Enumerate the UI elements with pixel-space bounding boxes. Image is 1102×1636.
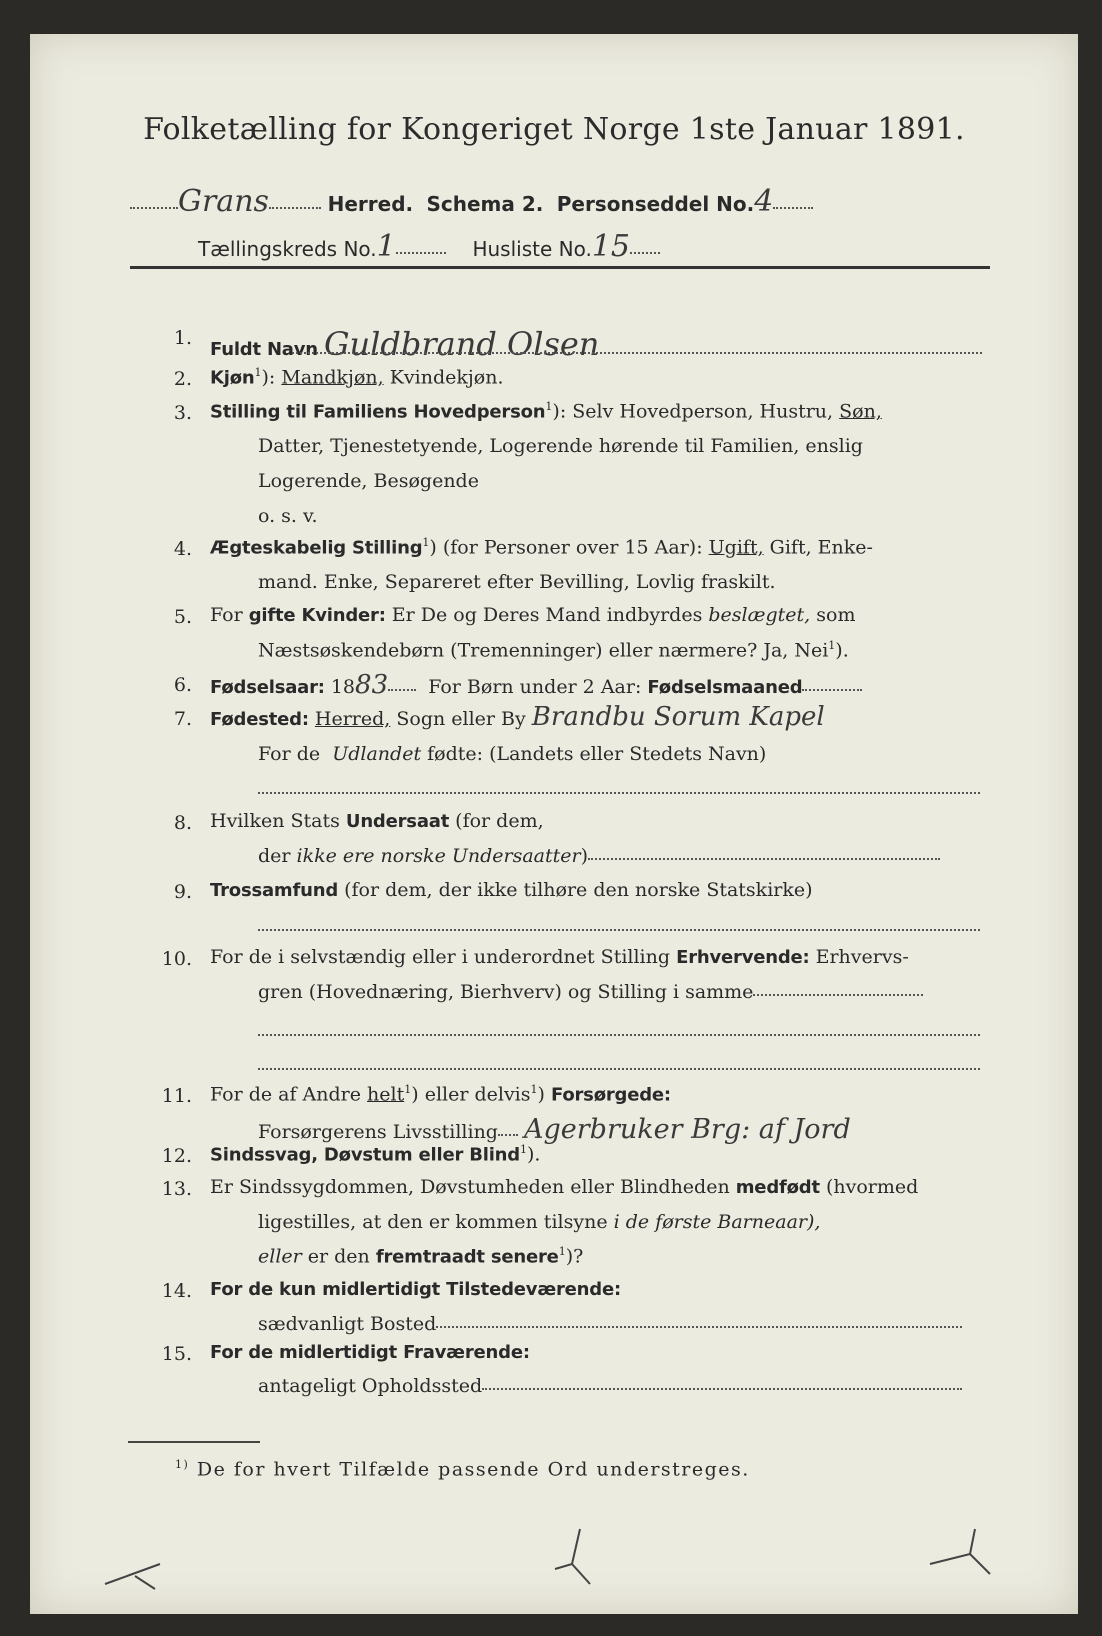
q1-label: Fuldt Navn (210, 339, 318, 360)
q15-line1 (210, 1341, 530, 1363)
q4-ugift-underlined: Ugift, (708, 536, 764, 559)
q6-number: 6. (173, 674, 192, 696)
kreds-label: Tællingskreds No. (198, 237, 377, 261)
q13-line2: ligestilles, at den er kommen tilsyne i de første Barneaar), (258, 1211, 821, 1233)
personseddel-label: Personseddel No. (556, 192, 755, 216)
q9-line: Trossamfund (for dem, der ikke tilhøre den norske Statskirke) (210, 879, 813, 901)
q12-line: Sindssvag, Døvstum eller Blind$^1$). (210, 1143, 541, 1166)
q3-line2: Datter, Tjenestetyende, Logerende hørende til Familien, enslig (258, 435, 863, 457)
husliste-value: 15 (591, 229, 631, 264)
q6-line: Fødselsaar: 1883 For Børn under 2 Aar: Fødselsmaaned (210, 670, 862, 700)
q2-kvindekjon: Kvindekjøn. (383, 366, 504, 389)
q8-line2: der ikke ere norske Undersaatter) (258, 845, 940, 867)
husliste-label: Husliste No. (472, 237, 592, 261)
q1-number: 1. (173, 327, 192, 349)
q15-number: 15. (161, 1343, 192, 1365)
q11-label: Forsørgede: (550, 1084, 671, 1106)
q5-line2: Næstsøskendebørn (Tremenninger) eller nærmere? Ja, Nei$^1$). (258, 639, 849, 662)
q4-line1: Ægteskabelig Stilling$^1$) (for Personer over 15 Aar): Ugift, Gift, Enke- (210, 536, 873, 559)
q14-number: 14. (161, 1280, 192, 1302)
kreds-value: 1 (376, 229, 396, 264)
q3-line3: Logerende, Besøgende (258, 470, 479, 492)
q5-line1: For gifte Kvinder: Er De og Deres Mand indbyrdes beslægtet, som (210, 604, 856, 626)
q14-line2: sædvanligt Bosted (258, 1313, 962, 1335)
herred-line (130, 184, 813, 219)
kreds-line (198, 229, 660, 264)
q7-herred-underlined: Herred, (314, 708, 391, 730)
corner-mark-left (100, 1544, 170, 1594)
q7-number: 7. (173, 708, 192, 730)
q10-dotline-b (258, 1068, 980, 1070)
q4-number: 4. (173, 538, 192, 560)
q10-line1: For de i selvstændig eller i underordnet Stilling Erhvervende: Erhvervs- (210, 946, 909, 968)
q2-number: 2. (173, 368, 192, 390)
q3-son-underlined: Søn, (839, 400, 882, 423)
q2-line: Kjøn$^1$): Mandkjøn, Kvindekjøn. (210, 366, 504, 389)
personseddel-value: 4 (754, 184, 774, 219)
q13-number: 13. (161, 1178, 192, 1200)
q12-label: Sindssvag, Døvstum eller Blind (210, 1144, 520, 1166)
schema-label: Schema 2. (426, 192, 544, 216)
q2-mandkjon: Mandkjøn, (281, 366, 384, 389)
q1-line (210, 325, 599, 363)
q4-line2: mand. Enke, Separeret efter Bevilling, Lovlig fraskilt. (258, 571, 776, 593)
header-rule (130, 266, 990, 269)
q12-number: 12. (161, 1145, 192, 1167)
q14-line1 (210, 1278, 621, 1300)
corner-mark-right (920, 1524, 1000, 1584)
q8-label: Undersaat (345, 811, 450, 832)
q15-label: For de midlertidigt Fraværende: (210, 1342, 530, 1363)
footnote-rule (128, 1441, 260, 1443)
q3-number: 3. (173, 402, 192, 424)
q11-line1: For de af Andre helt$^1$) eller delvis$^1$) Forsørgede: (210, 1083, 671, 1106)
census-form-sheet (30, 34, 1078, 1614)
q7-dotline (258, 792, 980, 794)
q8-line1: Hvilken Stats Undersaat (for dem, (210, 810, 544, 832)
q7-answer: Brandbu Sorum Kapel (531, 702, 825, 732)
q13-line3: eller er den fremtraadt senere$^1$)? (258, 1245, 584, 1268)
q13-line1: Er Sindssygdommen, Døvstumheden eller Blindheden medfødt (hvormed (210, 1176, 919, 1198)
q10-line2: gren (Hovednæring, Bierhverv) og Stilling i samme (258, 981, 923, 1003)
q3-line4: o. s. v. (258, 505, 318, 527)
herred-value: Grans (178, 184, 269, 219)
q15-line2: antageligt Opholdssted (258, 1375, 962, 1397)
q10-dotline-a (258, 1034, 980, 1036)
q4-label: Ægteskabelig Stilling (210, 537, 423, 559)
q7-label: Fødested: (210, 709, 309, 730)
q11-line2: Forsørgerens Livsstilling Agerbruker Brg: af Jord (258, 1114, 851, 1145)
form-title: Folketælling for Kongeriget Norge 1ste Januar 1891. (143, 112, 965, 147)
corner-mark-center (550, 1524, 610, 1594)
q11-helt-underlined: helt (367, 1083, 405, 1106)
q3-line1: Stilling til Familiens Hovedperson$^1$): Selv Hovedperson, Hustru, Søn, (210, 400, 882, 423)
q11-number: 11. (161, 1085, 192, 1107)
q3-label: Stilling til Familiens Hovedperson (210, 401, 546, 423)
q7-line1: Fødested: Herred, Sogn eller By Brandbu Sorum Kapel (210, 702, 825, 732)
q6-year-value: 83 (355, 670, 389, 700)
q9-label: Trossamfund (210, 880, 339, 901)
herred-label: Herred. (327, 192, 414, 216)
q14-label: For de kun midlertidigt Tilstedeværende: (210, 1279, 621, 1300)
q9-dotline (258, 929, 980, 931)
q5-number: 5. (173, 606, 192, 628)
q9-number: 9. (173, 881, 192, 903)
q8-number: 8. (173, 812, 192, 834)
q10-label: Erhvervende: (676, 947, 810, 968)
q11-answer: Agerbruker Brg: af Jord (524, 1114, 851, 1145)
q1-dotline (292, 352, 982, 354)
q1-answer: Guldbrand Olsen (323, 325, 600, 363)
q7-line2: For de Udlandet fødte: (Landets eller Stedets Navn) (258, 743, 767, 765)
q13-label: medfødt (735, 1177, 820, 1198)
footnote: $^{1)}$ De for hvert Tilfælde passende Ord understreges. (175, 1458, 750, 1481)
q2-label: Kjøn (210, 367, 255, 389)
q5-label: gifte Kvinder: (248, 605, 386, 626)
q6-label: Fødselsaar: (210, 677, 325, 698)
q10-number: 10. (161, 948, 192, 970)
